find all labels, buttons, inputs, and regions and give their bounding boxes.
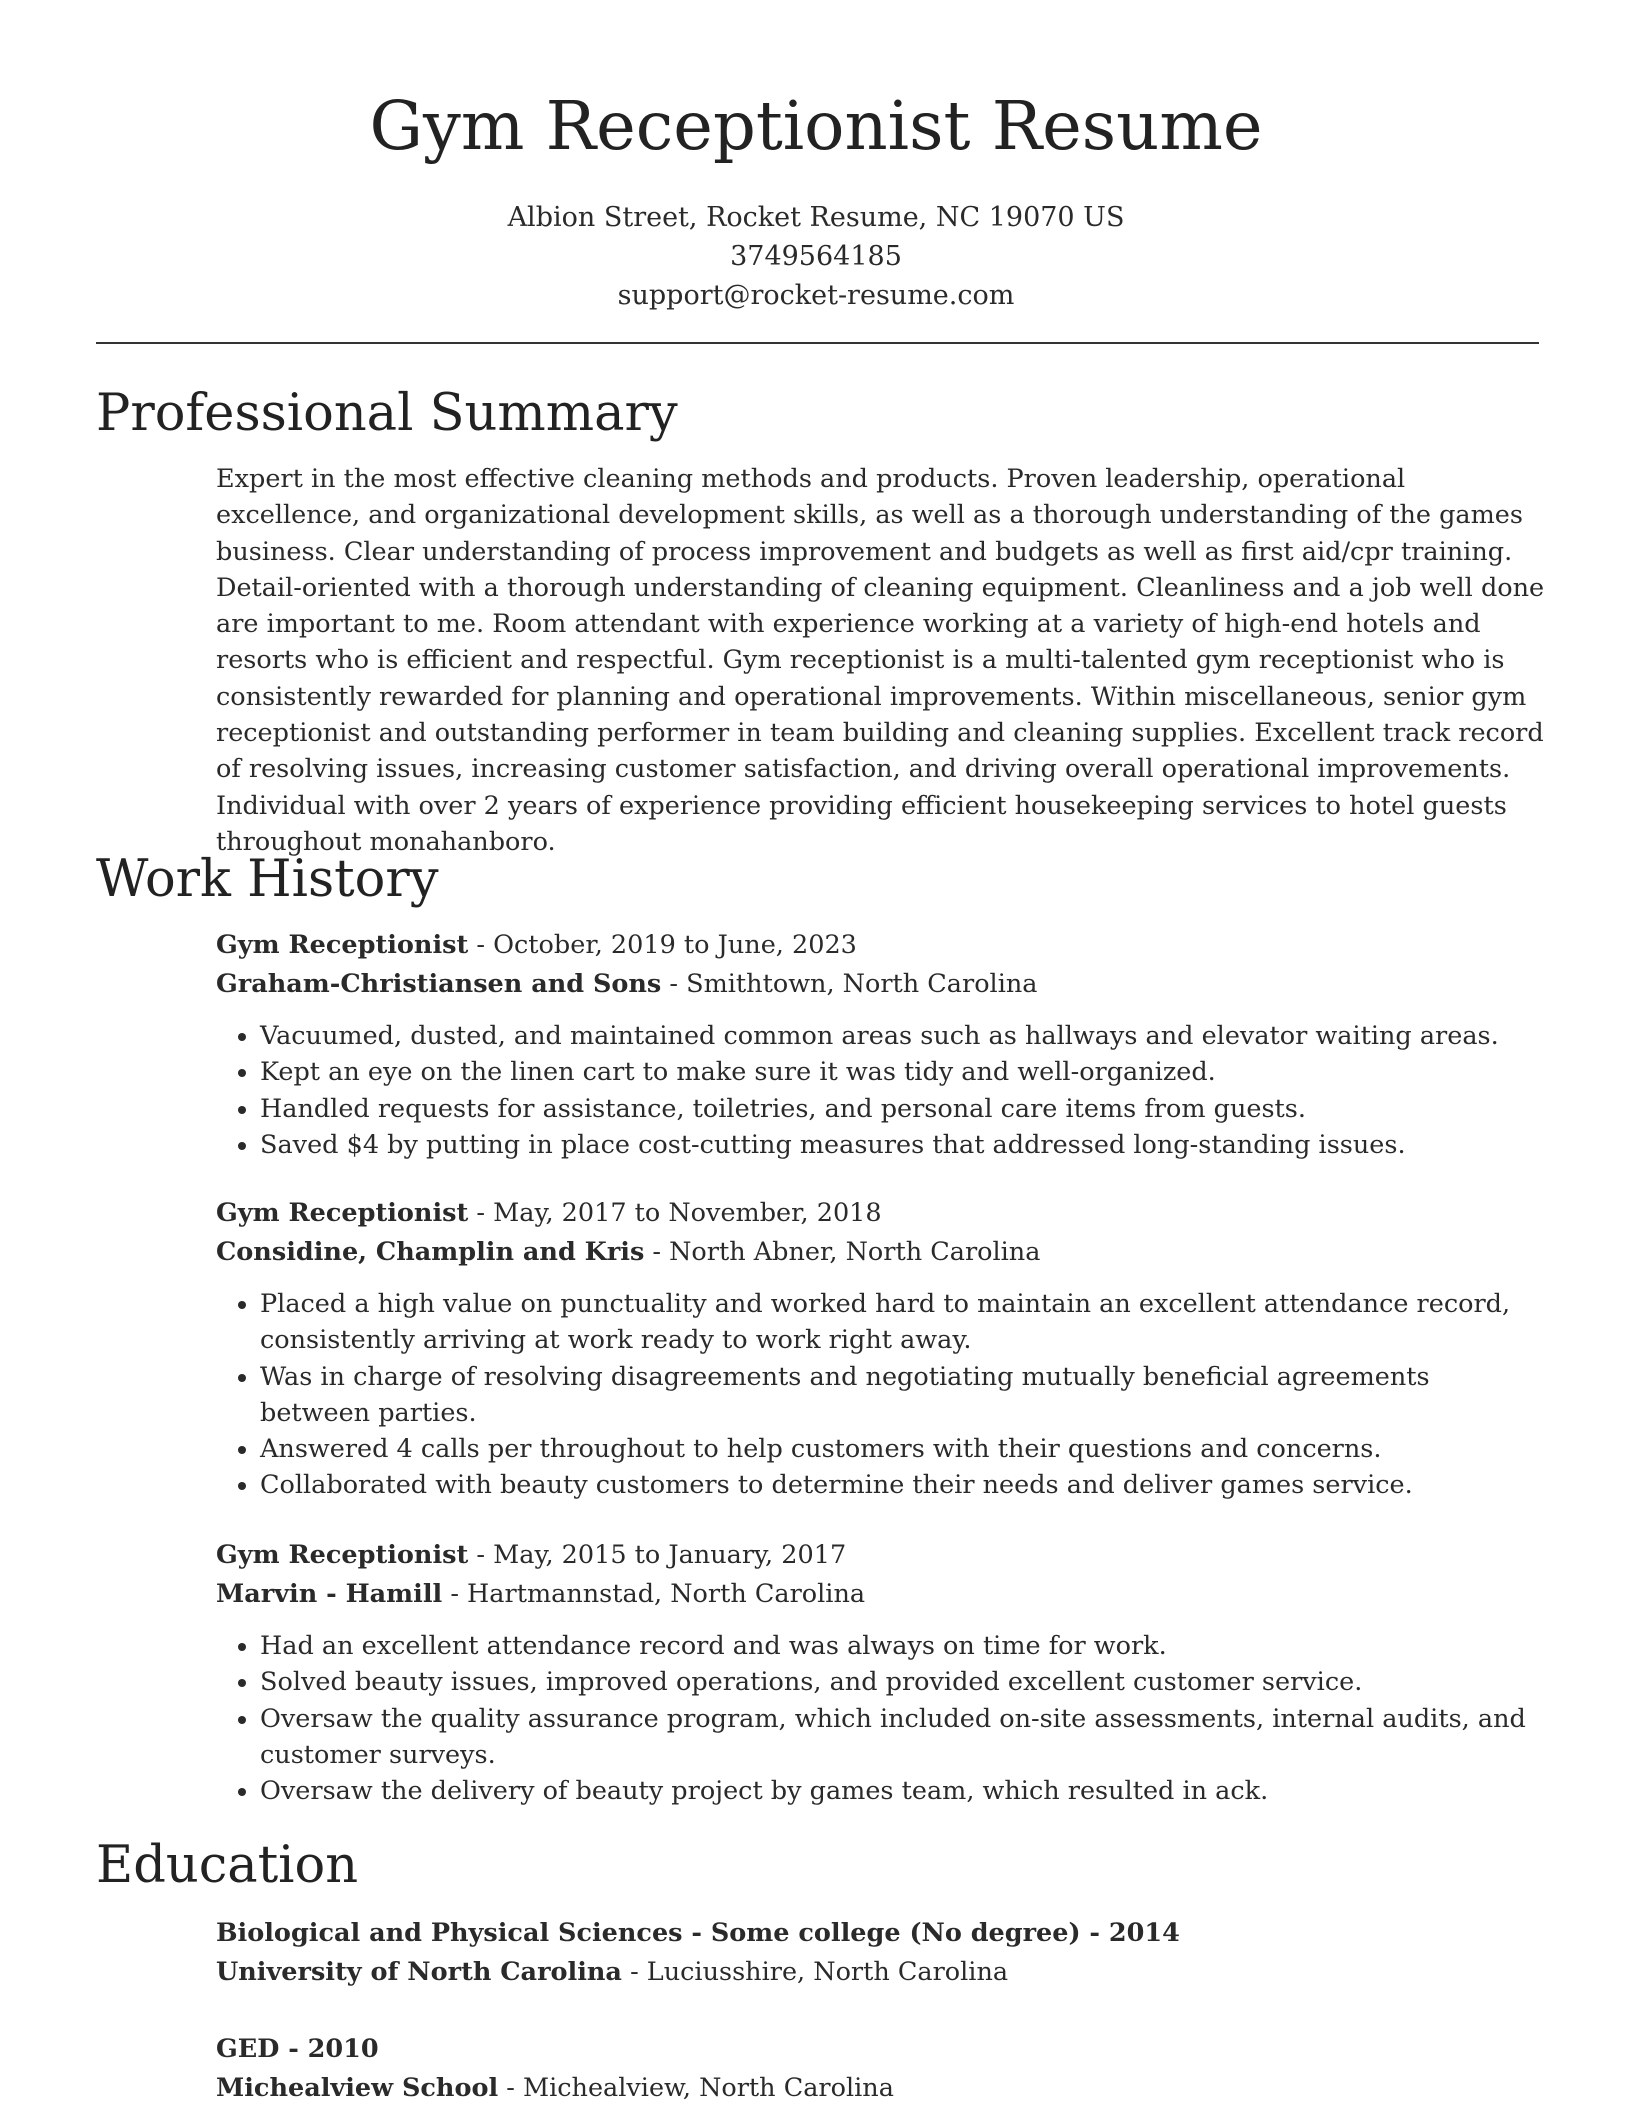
list-item: • Solved beauty issues, improved operations, and provided excellent customer service. (260, 1664, 1546, 1700)
list-item: • Kept an eye on the linen cart to make sure it was tidy and well-organized. (260, 1054, 1546, 1090)
education-school: University of North Carolina (216, 1957, 622, 1987)
job-location: - Smithtown, North Carolina (661, 969, 1038, 999)
job-title-line (216, 926, 1546, 965)
contact-email: support@rocket-resume.com (617, 280, 1015, 311)
list-item: • Placed a high value on punctuality and worked hard to maintain an excellent attendance record, consistently arriving at work ready to work right away. (260, 1286, 1546, 1359)
job-entry (216, 1536, 1546, 1809)
job-title: Gym Receptionist (216, 930, 469, 960)
list-item: • Oversaw the quality assurance program, which included on-site assessments, internal audits, and customer surveys. (260, 1701, 1546, 1774)
job-location: - North Abner, North Carolina (644, 1237, 1041, 1267)
job-bullets (216, 1628, 1546, 1809)
job-bullets (216, 1018, 1546, 1163)
section-heading-work-history: Work History (96, 850, 439, 909)
job-entry (216, 926, 1546, 1163)
page-title: Gym Receptionist Resume (369, 87, 1263, 165)
list-item: • Collaborated with beauty customers to determine their needs and deliver games service. (260, 1467, 1546, 1503)
job-title-line (216, 1194, 1546, 1233)
job-dates: - May, 2015 to January, 2017 (468, 1540, 847, 1570)
list-item: • Had an excellent attendance record and was always on time for work. (260, 1628, 1546, 1664)
contact-info (0, 198, 1632, 315)
list-item: • Answered 4 calls per throughout to help customers with their questions and concerns. (260, 1431, 1546, 1467)
job-company: Graham-Christiansen and Sons (216, 969, 662, 999)
contact-phone: 3749564185 (730, 241, 902, 272)
list-item: • Oversaw the delivery of beauty project by games team, which resulted in ack. (260, 1773, 1546, 1809)
job-company: Considine, Champlin and Kris (216, 1237, 645, 1267)
section-heading-summary: Professional Summary (96, 384, 678, 443)
job-title: Gym Receptionist (216, 1540, 469, 1570)
job-company: Marvin - Hamill (216, 1579, 443, 1609)
education-school-line (216, 1953, 1546, 1992)
education-degree: Biological and Physical Sciences - Some college (No degree) - 2014 (216, 1918, 1180, 1948)
job-entry (216, 1194, 1546, 1504)
education-degree: GED - 2010 (216, 2034, 379, 2064)
education-entry (216, 2030, 1546, 2108)
list-item: • Vacuumed, dusted, and maintained common areas such as hallways and elevator waiting areas. (260, 1018, 1546, 1054)
education-location: - Luciusshire, North Carolina (621, 1957, 1009, 1987)
education-entry (216, 1914, 1546, 1992)
education-location: - Michealview, North Carolina (498, 2073, 894, 2103)
contact-address: Albion Street, Rocket Resume, NC 19070 US (507, 202, 1125, 233)
header-divider (96, 342, 1539, 344)
education-school-line (216, 2069, 1546, 2108)
job-company-line (216, 1575, 1546, 1614)
resume-header (0, 0, 1632, 315)
section-heading-education: Education (96, 1836, 359, 1895)
education-school: Michealview School (216, 2073, 499, 2103)
job-location: - Hartmannstad, North Carolina (442, 1579, 866, 1609)
job-company-line (216, 965, 1546, 1004)
job-bullets (216, 1286, 1546, 1504)
job-title-line (216, 1536, 1546, 1575)
list-item: • Saved $4 by putting in place cost-cutting measures that addressed long-standing issues. (260, 1127, 1546, 1163)
job-company-line (216, 1233, 1546, 1272)
list-item: • Handled requests for assistance, toiletries, and personal care items from guests. (260, 1091, 1546, 1127)
job-title: Gym Receptionist (216, 1198, 469, 1228)
job-dates: - October, 2019 to June, 2023 (468, 930, 857, 960)
job-dates: - May, 2017 to November, 2018 (468, 1198, 882, 1228)
summary-text: Expert in the most effective cleaning methods and products. Proven leadership, operational excellence, and organizational development skills, as well as a thorough understanding of the games business. Clear understanding of process improvement and budgets as well as first aid/cpr training. Detail-oriented with a thorough understanding of cleaning equipment. Cleanliness and a job well done are important to me. Room attendant with experience working at a variety of high-end hotels and resorts who is efficient and respectful. Gym receptionist is a multi-talented gym receptionist who is consistently rewarded for planning and operational improvements. Within miscellaneous, senior gym receptionist and outstanding performer in team building and cleaning supplies. Excellent track record of resolving issues, increasing customer satisfaction, and driving overall operational improvements. Individual with over 2 years of experience providing efficient housekeeping services to hotel guests throughout monahanboro. (216, 464, 1545, 857)
summary-section (216, 461, 1546, 860)
list-item: • Was in charge of resolving disagreements and negotiating mutually beneficial agreements between parties. (260, 1359, 1546, 1432)
